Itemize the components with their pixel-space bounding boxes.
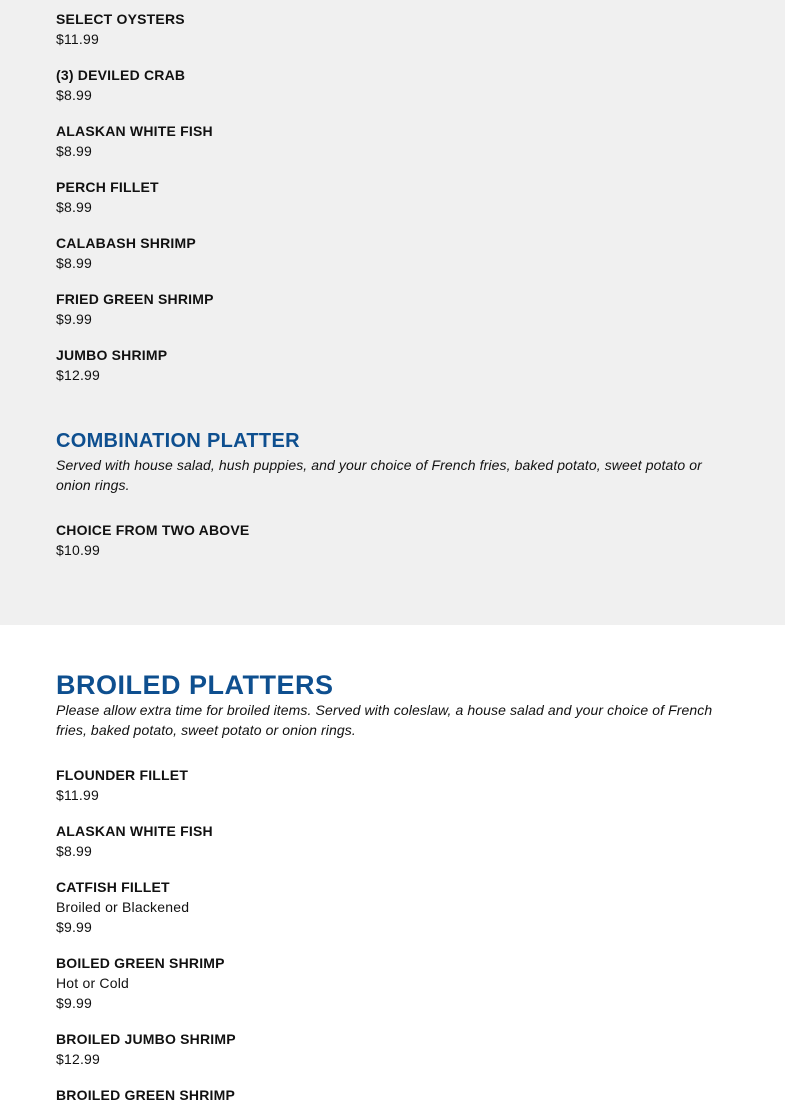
item-name: FRIED GREEN SHRIMP xyxy=(56,291,214,307)
menu-item xyxy=(56,766,729,805)
item-price: $9.99 xyxy=(56,919,93,935)
item-name: BROILED JUMBO SHRIMP xyxy=(56,1031,236,1047)
item-name: PERCH FILLET xyxy=(56,179,159,195)
item-price: $8.99 xyxy=(56,143,93,159)
item-name: BROILED GREEN SHRIMP xyxy=(56,1087,236,1103)
menu-item xyxy=(56,1030,729,1069)
item-name: SELECT OYSTERS xyxy=(56,11,185,27)
item-name: FLOUNDER FILLET xyxy=(56,767,189,783)
item-name: CATFISH FILLET xyxy=(56,879,170,895)
menu-item xyxy=(56,954,729,1013)
item-name: (3) DEVILED CRAB xyxy=(56,67,186,83)
menu-item xyxy=(56,521,729,560)
broiled-title: BROILED PLATTERS xyxy=(56,670,334,700)
menu-item xyxy=(56,346,729,385)
menu-item xyxy=(56,1086,729,1105)
menu-item xyxy=(56,10,729,49)
item-price: $11.99 xyxy=(56,787,99,803)
item-name: JUMBO SHRIMP xyxy=(56,347,168,363)
broiled-section xyxy=(0,625,785,1105)
menu-item xyxy=(56,878,729,937)
menu-item xyxy=(56,178,729,217)
item-name: BOILED GREEN SHRIMP xyxy=(56,955,225,971)
item-price: $12.99 xyxy=(56,367,101,383)
menu-item xyxy=(56,66,729,105)
menu-item xyxy=(56,290,729,329)
item-name: CHOICE FROM TWO ABOVE xyxy=(56,522,250,538)
item-price: $8.99 xyxy=(56,843,93,859)
item-price: $8.99 xyxy=(56,87,93,103)
broiled-note: Please allow extra time for broiled items. Served with coleslaw, a house salad and your choice of French fries, baked potato, sweet potato or onion rings. xyxy=(56,702,713,738)
item-price: $10.99 xyxy=(56,542,101,558)
item-price: $8.99 xyxy=(56,199,93,215)
item-price: $12.99 xyxy=(56,1051,101,1067)
item-description: Hot or Cold xyxy=(56,975,130,991)
menu-item xyxy=(56,122,729,161)
item-price: $9.99 xyxy=(56,311,93,327)
item-name: ALASKAN WHITE FISH xyxy=(56,823,213,839)
menu-item xyxy=(56,822,729,861)
menu-item xyxy=(56,234,729,273)
item-description: Broiled or Blackened xyxy=(56,899,190,915)
item-name: ALASKAN WHITE FISH xyxy=(56,123,213,139)
item-name: CALABASH SHRIMP xyxy=(56,235,196,251)
item-price: $11.99 xyxy=(56,31,99,47)
combination-title: COMBINATION PLATTER xyxy=(56,430,300,452)
combination-note: Served with house salad, hush puppies, and your choice of French fries, baked potato, sweet potato or onion rings. xyxy=(56,457,702,493)
item-price: $9.99 xyxy=(56,995,93,1011)
item-price: $8.99 xyxy=(56,255,93,271)
